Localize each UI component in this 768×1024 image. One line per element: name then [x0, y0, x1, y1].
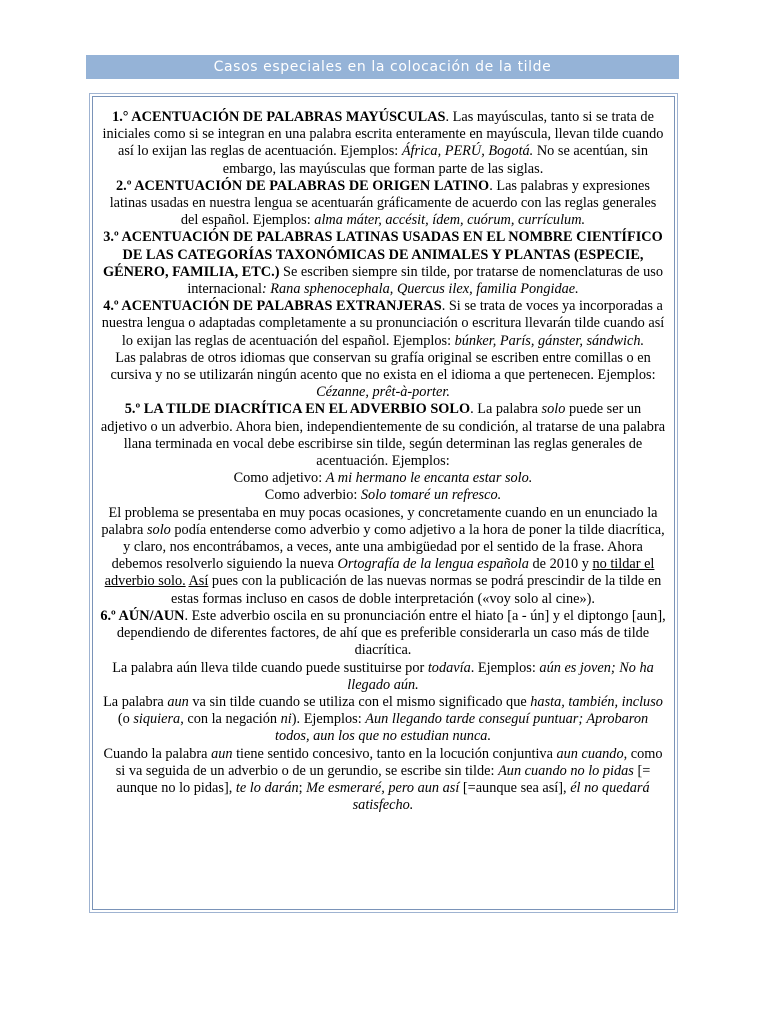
section-6-aun-concesivo: Cuando la palabra aun tiene sentido concesivo, tanto en la locución conjuntiva aun cuando, como si va seguida de un adverbio o de un gerundio, se escribe sin tilde: Aun cuando no lo pidas [= aunque no lo pidas], te lo darán; Me esmeraré, pero aun así [=aunque sea así], él no quedará satisfecho.: [103, 745, 663, 814]
document-body: [100, 109, 666, 814]
section-6: 6.º AÚN/AUN. Este adverbio oscila en su pronunciación entre el hiato [a - ún] y el diptongo [aun], dependiendo de diferentes factores, de ahí que es preferible considerarla un caso más de tilde diacrítica.: [100, 607, 666, 659]
section-3-heading: 3.º ACENTUACIÓN DE PALABRAS LATINAS USADAS EN EL NOMBRE CIENTÍFICO DE LAS CATEGORÍAS TAXONÓMICAS DE ANIMALES Y PLANTAS (ESPECIE, GÉNERO, FAMILIA, ETC.): [103, 229, 663, 280]
section-2: 2.º ACENTUACIÓN DE PALABRAS DE ORIGEN LATINO. Las palabras y expresiones latinas usadas en nuestra lengua se acentuarán gráficamente de acuerdo con las reglas generales del español. Ejemplos: alma máter, accésit, ídem, cuórum, currículum.: [109, 177, 657, 229]
section-3: 3.º ACENTUACIÓN DE PALABRAS LATINAS USADAS EN EL NOMBRE CIENTÍFICO DE LAS CATEGORÍAS TAXONÓMICAS DE ANIMALES Y PLANTAS (ESPECIE, GÉNERO, FAMILIA, ETC.) Se escriben siempre sin tilde, por tratarse de nomenclaturas de uso internacional: Rana sphenocephala, Quercus ilex, familia Pongidae.: [103, 229, 663, 298]
section-5: 5.º LA TILDE DIACRÍTICA EN EL ADVERBIO SOLO. La palabra solo puede ser un adjetivo o un adverbio. Ahora bien, independientemente de su condición, al tratarse de una palabra llana terminada en vocal debe escribirse sin tilde, según determinan las reglas generales de acentuación. Ejemplos:: [100, 401, 666, 470]
section-4-foreign-words: Las palabras de otros idiomas que conservan su grafía original se escriben entre comillas o en cursiva y no se utilizarán ningún acento que no exista en el idioma a que pertenecen. Ejemplos: Cézanne, prêt-à-porter.: [110, 349, 656, 401]
section-6-aun-hasta: La palabra aun va sin tilde cuando se utiliza con el mismo significado que hasta, también, incluso (o siquiera, con la negación ni). Ejemplos: Aun llegando tarde conseguí puntuar; Aprobaron todos, aun los que no estudian nunca.: [103, 693, 663, 745]
section-5-problem: El problema se presentaba en muy pocas ocasiones, y concretamente cuando en un enunciado la palabra solo podía entenderse como adverbio y como adjetivo a la hora de poner la tilde diacrítica, y claro, nos encontrábamos, a veces, ante una ambigüedad por el sentido de la frase. Ahora debemos resolverlo siguiendo la nueva Ortografía de la lengua española de 2010 y no tildar el adverbio solo. Así pues con la publicación de las nuevas normas se podrá prescindir de la tilde en estas formas incluso en casos de doble interpretación («voy solo al cine»).: [101, 504, 665, 607]
section-1-heading: 1.° ACENTUACIÓN DE PALABRAS MAYÚSCULAS: [112, 109, 446, 125]
section-1: 1.° ACENTUACIÓN DE PALABRAS MAYÚSCULAS. Las mayúsculas, tanto si se trata de iniciales como si se integran en una palabra escrita enteramente en mayúscula, llevan tilde cuando así lo exijan las reglas de acentuación. Ejemplos: África, PERÚ, Bogotá. No se acentúan, sin embargo, las mayúsculas que forman parte de las siglas.: [102, 109, 664, 177]
section-5-adverb-example: Como adverbio: Solo tomaré un refresco.: [264, 487, 502, 504]
section-6-aun-todavia: La palabra aún lleva tilde cuando puede sustituirse por todavía. Ejemplos: aún es joven; No ha llegado aún.: [112, 659, 654, 693]
section-2-heading: 2.º ACENTUACIÓN DE PALABRAS DE ORIGEN LATINO: [116, 177, 490, 194]
page-title: Casos especiales en la colocación de la tilde: [86, 55, 679, 79]
section-5-adjective-example: Como adjetivo: A mi hermano le encanta estar solo.: [233, 470, 533, 487]
section-4: 4.º ACENTUACIÓN DE PALABRAS EXTRANJERAS. Si se trata de voces ya incorporadas a nuestra lengua o adaptadas completamente a su pronunciación o escritura llevarán tilde cuando así lo exijan las reglas de acentuación del español. Ejemplos: búnker, París, gánster, sándwich.: [101, 298, 665, 349]
section-4-heading: 4.º ACENTUACIÓN DE PALABRAS EXTRANJERAS: [103, 298, 442, 315]
section-6-heading: 6.º AÚN/AUN: [100, 607, 185, 624]
section-5-heading: 5.º LA TILDE DIACRÍTICA EN EL ADVERBIO SOLO: [124, 401, 471, 418]
